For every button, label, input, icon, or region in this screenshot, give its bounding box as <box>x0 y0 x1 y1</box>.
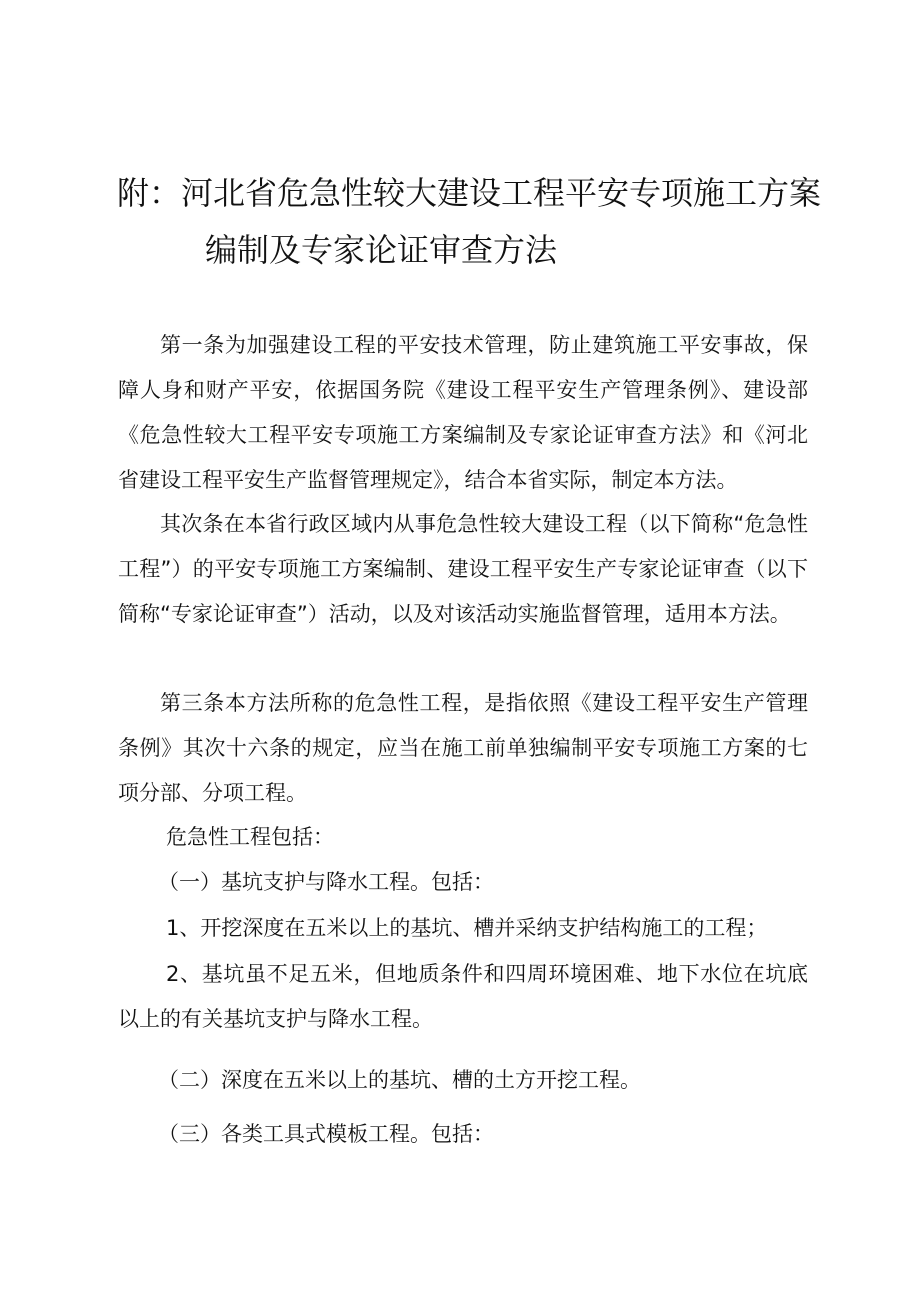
article-3-paragraph: 第三条本方法所称的危急性工程，是指依照《建设工程平安生产管理条例》其次十六条的规定，应当在施工前单独编制平安专项施工方案的七项分部、分项工程。 <box>118 691 808 805</box>
article-1-paragraph: 第一条为加强建设工程的平安技术管理，防止建筑施工平安事故，保障人身和财产平安，依据国务院《建设工程平安生产管理条例》、建设部《危急性较大工程平安专项施工方案编制及专家论证审查方法》和《河北省建设工程平安生产监督管理规定》，结合本省实际，制定本方法。 <box>118 333 808 492</box>
item-1-sub-2: 2、基坑虽不足五米，但地质条件和四周环境困难、地下水位在坑底以上的有关基坑支护与降水工程。 <box>118 962 808 1031</box>
document-title-line-2: 编制及专家论证审查方法 <box>205 231 558 269</box>
dangerous-works-intro: 危急性工程包括： <box>166 825 334 849</box>
article-2-paragraph: 其次条在本省行政区域内从事危急性较大建设工程（以下简称“危急性工程”）的平安专项施工方案编制、建设工程平安生产专家论证审查（以下简称“专家论证审查”）活动，以及对该活动实施监督管理，适用本方法。 <box>118 512 808 626</box>
item-1-heading: （一）基坑支护与降水工程。包括： <box>158 870 494 894</box>
item-3-heading: （三）各类工具式模板工程。包括： <box>158 1122 494 1146</box>
document-title-line-1: 附：河北省危急性较大建设工程平安专项施工方案 <box>117 174 822 212</box>
item-1-sub-1: 1、开挖深度在五米以上的基坑、槽并采纳支护结构施工的工程； <box>166 916 768 940</box>
item-2-heading: （二）深度在五米以上的基坑、槽的土方开挖工程。 <box>158 1068 641 1092</box>
